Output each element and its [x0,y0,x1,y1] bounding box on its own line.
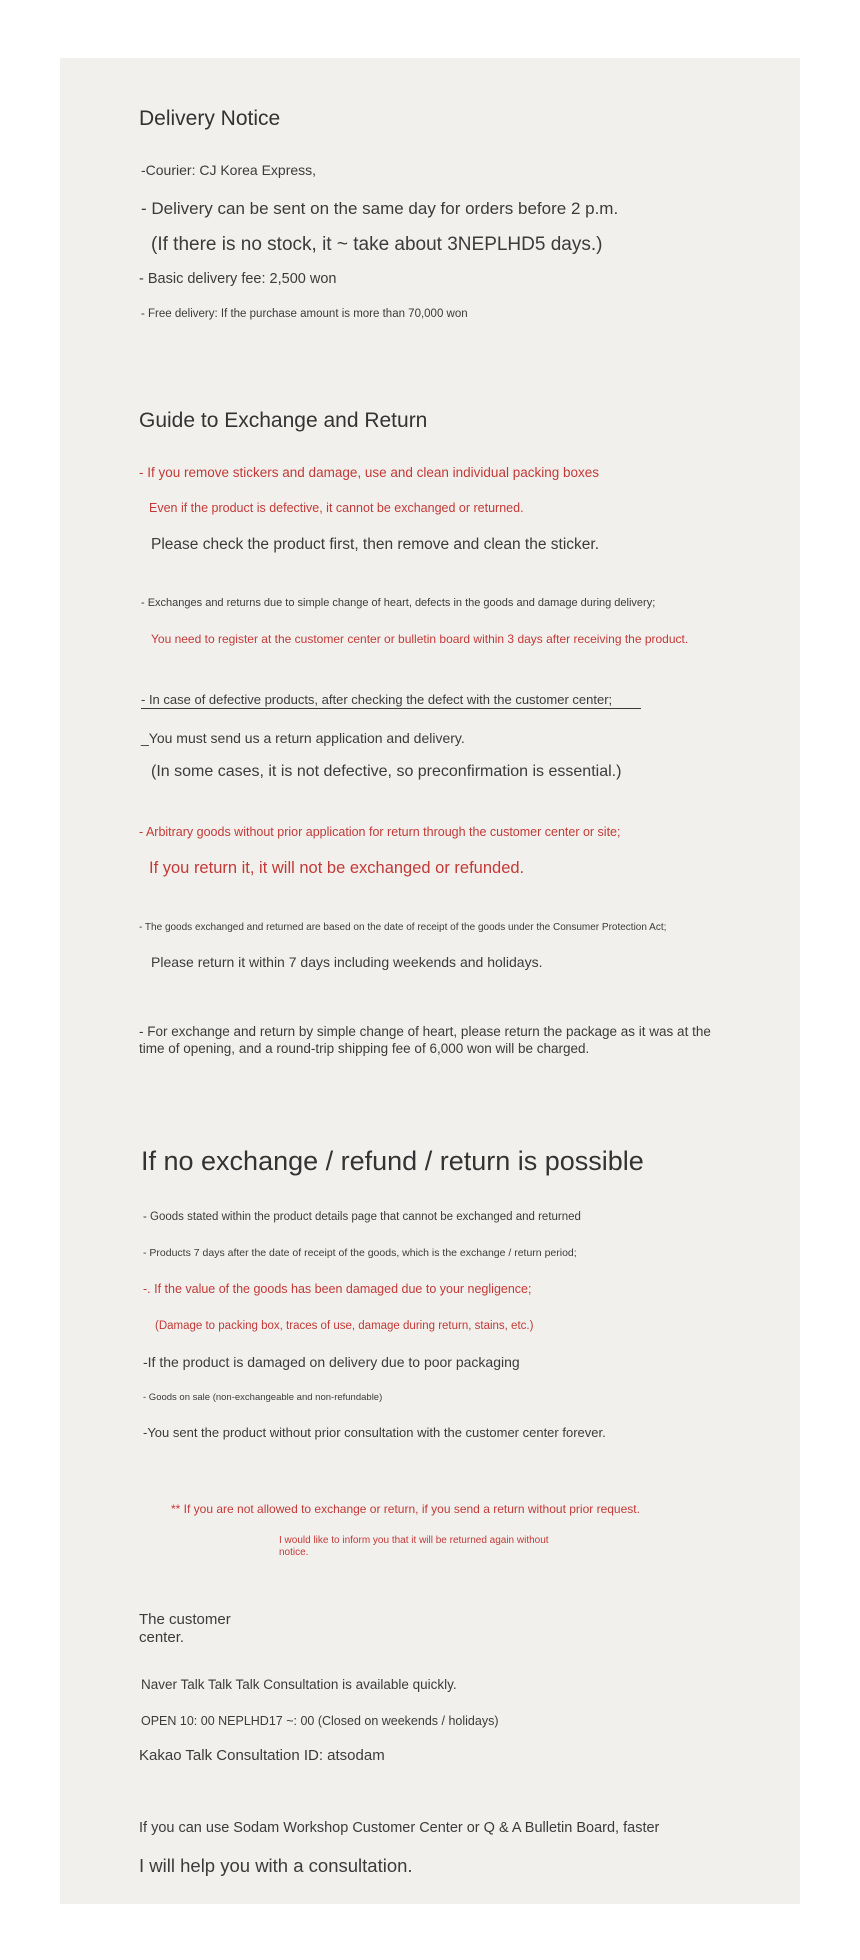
exchange-consumer-act: - The goods exchanged and returned are based on the date of receipt of the goods under the Consumer Protection Act; [139,922,667,933]
exchange-defective-products: - In case of defective products, after checking the defect with the customer center; [141,692,641,709]
no-return-damage-examples: (Damage to packing box, traces of use, damage during return, stains, etc.) [155,1320,534,1332]
no-return-negligence: -. If the value of the goods has been damaged due to your negligence; [143,1282,532,1296]
delivery-same-day: - Delivery can be sent on the same day for orders before 2 p.m. [141,199,619,218]
no-return-details-page: - Goods stated within the product details page that cannot be exchanged and returned [143,1211,581,1223]
customer-center-kakao: Kakao Talk Consultation ID: atsodam [139,1747,385,1764]
exchange-within-7-days: Please return it within 7 days including weekends and holidays. [151,954,543,970]
no-return-goods-on-sale: - Goods on sale (non-exchangeable and non-refundable) [143,1392,383,1403]
exchange-title: Guide to Exchange and Return [139,409,428,432]
customer-center-naver: Naver Talk Talk Talk Consultation is available quickly. [141,1677,457,1692]
customer-center-board: If you can use Sodam Workshop Customer Center or Q & A Bulletin Board, faster [139,1820,660,1836]
exchange-stickers: - If you remove stickers and damage, use and clean individual packing boxes [139,465,600,480]
exchange-defective: Even if the product is defective, it cannot be exchanged or returned. [149,501,524,515]
customer-center-hours: OPEN 10: 00 NEPLHD17 ~: 00 (Closed on weekends / holidays) [141,1714,499,1728]
no-return-7-days: - Products 7 days after the date of receipt of the goods, which is the exchange / return period; [143,1247,577,1259]
no-return-without-consultation: -You sent the product without prior consultation with the customer center forever. [143,1425,606,1440]
exchange-check-first: Please check the product first, then remove and clean the sticker. [151,536,600,553]
exchange-simple-change: - Exchanges and returns due to simple change of heart, defects in the goods and damage during delivery; [141,597,656,609]
delivery-free: - Free delivery: If the purchase amount is more than 70,000 won [141,308,468,320]
exchange-round-trip-fee: - For exchange and return by simple change of heart, please return the package as it was at the time of opening, and a round-trip shipping fee of 6,000 won will be charged. [139,1024,711,1056]
exchange-no-refund: If you return it, it will not be exchanged or refunded. [149,859,525,877]
customer-center-help: I will help you with a consultation. [139,1855,413,1876]
customer-center-title: The customer center. [139,1611,231,1646]
no-return-title: If no exchange / refund / return is possible [141,1146,644,1176]
delivery-title: Delivery Notice [139,107,281,130]
no-return-poor-packaging: -If the product is damaged on delivery due to poor packaging [143,1354,520,1370]
exchange-send-application: _You must send us a return application and delivery. [141,730,465,746]
no-return-notice: I would like to inform you that it will be returned again without notice. [279,1535,549,1558]
delivery-no-stock: (If there is no stock, it ~ take about 3NEPLHD5 days.) [151,234,603,255]
notice-card [60,58,800,1904]
delivery-courier: -Courier: CJ Korea Express, [141,162,317,178]
delivery-basic-fee: - Basic delivery fee: 2,500 won [139,271,337,287]
exchange-preconfirmation: (In some cases, it is not defective, so preconfirmation is essential.) [151,763,622,780]
exchange-register-3-days: You need to register at the customer center or bulletin board within 3 days after receiving the product. [151,632,689,646]
no-return-warning: ** If you are not allowed to exchange or return, if you send a return without prior request. [171,1502,640,1516]
exchange-arbitrary-goods: - Arbitrary goods without prior application for return through the customer center or site; [139,825,621,839]
